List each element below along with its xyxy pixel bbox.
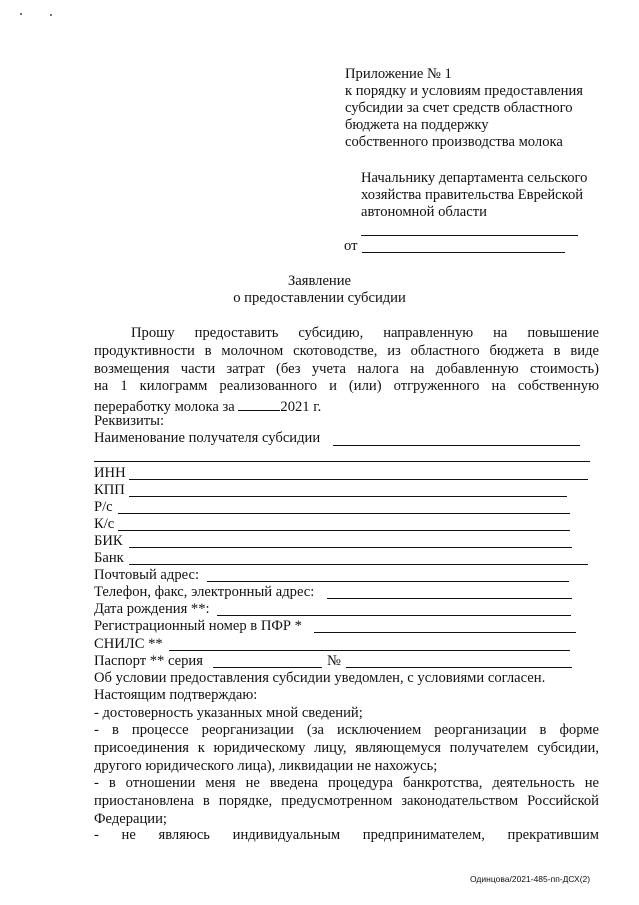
inn-field[interactable] bbox=[129, 479, 588, 480]
appendix-line: к порядку и условиям предоставления bbox=[345, 83, 583, 99]
corr-account-field[interactable] bbox=[118, 530, 570, 531]
appendix-line: субсидии за счет средств областного bbox=[345, 100, 573, 116]
confirm-label: Настоящим подтверждаю: bbox=[94, 687, 258, 703]
confirm-item: - достоверность указанных мной сведений; bbox=[94, 705, 363, 721]
kpp-label: КПП bbox=[94, 482, 125, 498]
from-label: от bbox=[344, 238, 358, 254]
contacts-field[interactable] bbox=[327, 598, 572, 599]
scan-dot bbox=[50, 14, 52, 16]
confirm-item-line: - в процессе реорганизации (за исключением реорганизации в форме bbox=[94, 722, 599, 738]
scan-dot bbox=[20, 13, 22, 15]
passport-number-label: № bbox=[327, 653, 341, 669]
conditions-notice: Об условии предоставления субсидии уведомлен, с условиями согласен. bbox=[94, 670, 546, 686]
account-field[interactable] bbox=[118, 513, 570, 514]
appendix-line: собственного производства молока bbox=[345, 134, 563, 150]
bik-label: БИК bbox=[94, 533, 123, 549]
confirm-item bbox=[94, 827, 599, 845]
appendix-line: бюджета на поддержку bbox=[345, 117, 489, 133]
snils-field[interactable] bbox=[169, 650, 570, 651]
confirm-item-line: приостановлена в порядке, предусмотренном законодательством Российской bbox=[94, 792, 599, 809]
confirm-item-line: Федерации; bbox=[94, 810, 167, 827]
request-line: на 1 килограмм реализованного и (или) отгруженного на собственную bbox=[94, 378, 599, 395]
recipient-name-label: Наименование получателя субсидии bbox=[94, 430, 321, 446]
confirm-item bbox=[94, 775, 599, 828]
request-last-suffix: 2021 г. bbox=[280, 399, 322, 415]
bank-label: Банк bbox=[94, 550, 124, 566]
bank-field[interactable] bbox=[129, 564, 588, 565]
snils-label: СНИЛС ** bbox=[94, 636, 163, 652]
recipient-name-field[interactable] bbox=[333, 445, 580, 446]
confirm-item-line: присоединения к юридическому лицу, являющемуся получателем субсидии, bbox=[94, 739, 599, 756]
confirm-item-line: другого юридического лица), ликвидации не нахожусь; bbox=[94, 757, 438, 774]
confirm-item-line: - в отношении меня не введена процедура банкротства, деятельность не bbox=[94, 775, 599, 791]
inn-label: ИНН bbox=[94, 465, 126, 481]
postal-address-label: Почтовый адрес: bbox=[94, 567, 200, 583]
document-title: Заявление bbox=[287, 273, 352, 289]
request-line: продуктивности в молочном скотоводстве, из областного бюджета в виде bbox=[94, 342, 599, 359]
birth-date-label: Дата рождения **: bbox=[94, 601, 210, 617]
addressee-line: Начальнику департамента сельского bbox=[361, 170, 588, 186]
kpp-field[interactable] bbox=[129, 496, 567, 497]
pfr-number-label: Регистрационный номер в ПФР * bbox=[94, 618, 302, 634]
year-blank[interactable] bbox=[238, 397, 280, 411]
corr-account-label: К/с bbox=[94, 516, 115, 532]
addressee-line: автономной области bbox=[361, 204, 487, 220]
addressee-line: хозяйства правительства Еврейской bbox=[361, 187, 584, 203]
confirm-item bbox=[94, 722, 599, 775]
passport-label: Паспорт ** серия bbox=[94, 653, 203, 669]
document-subtitle: о предоставлении субсидии bbox=[233, 290, 406, 306]
passport-number-field[interactable] bbox=[346, 667, 572, 668]
pfr-number-field[interactable] bbox=[314, 632, 576, 633]
request-line: Прошу предоставить субсидию, направленную на повышение bbox=[131, 325, 599, 341]
addressee-blank-line[interactable] bbox=[361, 235, 578, 236]
confirm-item-line: - не являюсь индивидуальным предпринимателем, прекратившим bbox=[94, 827, 599, 843]
birth-date-field[interactable] bbox=[217, 615, 571, 616]
recipient-name-field-cont[interactable] bbox=[94, 461, 590, 462]
postal-address-field[interactable] bbox=[207, 581, 569, 582]
bik-field[interactable] bbox=[129, 547, 572, 548]
document-code-footer: Одинцова/2021-485-пп-ДСХ(2) bbox=[470, 874, 591, 884]
contacts-label: Телефон, факс, электронный адрес: bbox=[94, 584, 315, 600]
requisites-label: Реквизиты: bbox=[94, 413, 165, 429]
request-line: возмещения части затрат (без учета налога на добавленную стоимость) bbox=[94, 360, 599, 377]
appendix-title: Приложение № 1 bbox=[345, 66, 452, 82]
from-blank-line[interactable] bbox=[362, 252, 565, 253]
account-label: Р/с bbox=[94, 499, 113, 515]
request-paragraph bbox=[94, 325, 599, 396]
passport-series-field[interactable] bbox=[213, 667, 322, 668]
request-last-prefix: переработку молока за bbox=[94, 399, 235, 415]
